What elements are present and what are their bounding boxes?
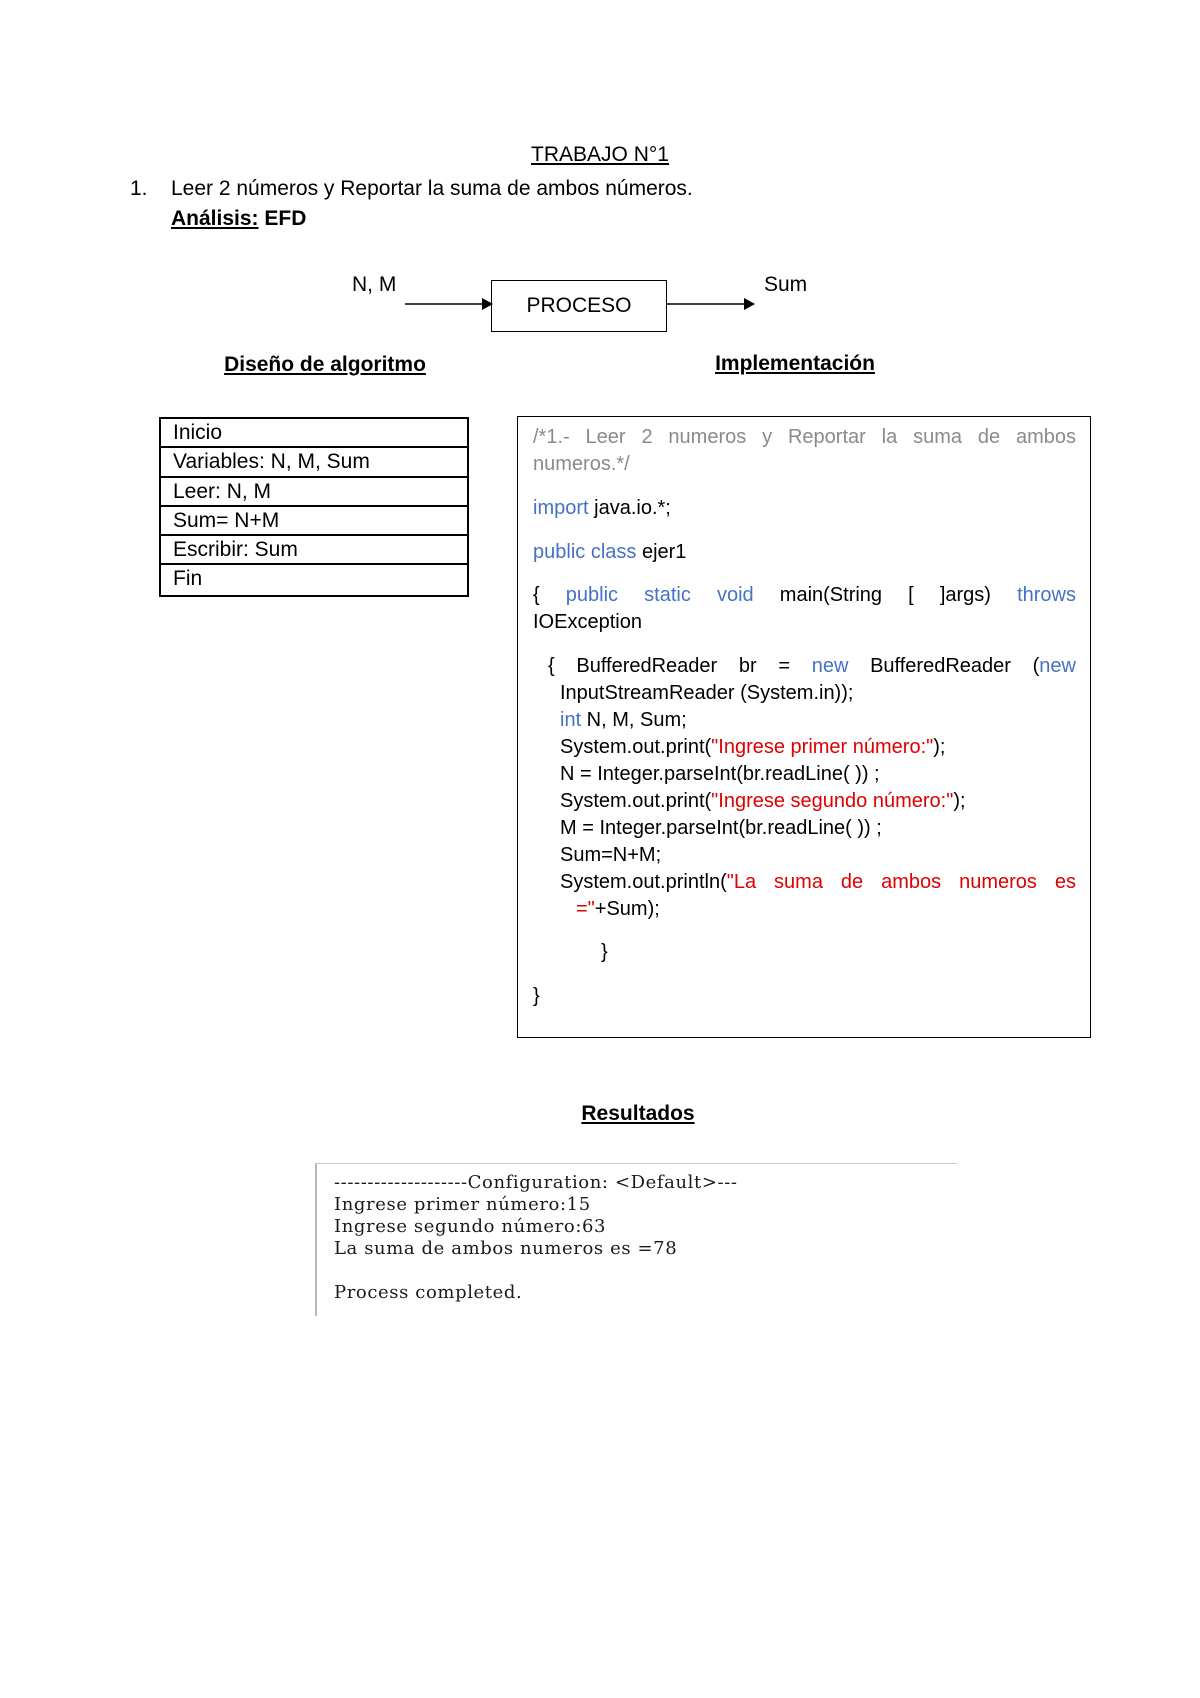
keyword: throws	[1017, 584, 1076, 606]
analysis-value: EFD	[264, 207, 307, 230]
code-br-line	[548, 653, 1076, 679]
efd-output-label: Sum	[764, 273, 808, 296]
code-text: N, M, Sum;	[581, 709, 687, 731]
keyword: new	[811, 655, 849, 677]
code-print-line	[560, 734, 945, 760]
string-literal: "La	[726, 871, 757, 893]
code-text: System.out.print(	[560, 790, 712, 812]
code-text: );	[933, 736, 946, 758]
string-literal: ="	[576, 898, 595, 920]
code-text: BufferedReader	[576, 655, 718, 677]
code-text-line: InputStreamReader (System.in));	[560, 682, 854, 704]
code-text: );	[953, 790, 966, 812]
code-text: main(String	[779, 584, 883, 606]
algorithm-step: Escribir: Sum	[161, 536, 467, 565]
question-number: 1.	[130, 177, 148, 200]
code-comment-line: /*1.- Leer 2 numeros y Reportar la suma de ambos	[533, 426, 1076, 448]
algorithm-step: Fin	[173, 567, 203, 591]
console-line: Ingrese primer número:15	[334, 1194, 591, 1215]
efd-process-label: PROCESO	[526, 294, 632, 317]
design-heading: Diseño de algoritmo	[224, 353, 426, 376]
code-print-line	[560, 788, 966, 814]
implementation-heading: Implementación	[715, 352, 875, 375]
code-text-line: IOException	[533, 611, 642, 633]
code-text: System.out.print(	[560, 736, 712, 758]
code-box	[517, 416, 1091, 1038]
document-title: TRABAJO N°1	[531, 143, 669, 166]
string-literal: numeros	[959, 871, 1037, 893]
console-line: La suma de ambos numeros es =78	[334, 1238, 678, 1259]
code-text: ]args)	[939, 584, 991, 606]
analysis-label: Análisis:	[171, 207, 259, 230]
keyword: public	[565, 584, 619, 606]
code-text: java.io.*;	[588, 497, 671, 519]
code-main-line	[533, 582, 1076, 608]
keyword: int	[560, 709, 582, 731]
algorithm-step: Variables: N, M, Sum	[161, 448, 467, 477]
code-text: =	[778, 655, 791, 677]
string-literal: suma	[774, 871, 823, 893]
results-heading: Resultados	[581, 1102, 695, 1125]
string-literal: de	[840, 871, 864, 893]
efd-input-label: N, M	[352, 273, 397, 296]
code-text-line: Sum=N+M;	[560, 844, 662, 866]
question-text: Leer 2 números y Reportar la suma de ambos números.	[171, 177, 693, 200]
keyword: public class	[533, 541, 637, 563]
keyword: import	[533, 497, 589, 519]
code-text: [	[908, 584, 914, 606]
keyword: static	[644, 584, 691, 606]
code-println-line	[560, 869, 1076, 895]
code-comment-line: numeros.*/	[533, 453, 630, 475]
efd-output-arrow	[667, 298, 755, 310]
efd-arrows	[0, 0, 1200, 400]
code-int-line	[560, 707, 687, 733]
algorithm-step: Inicio	[161, 419, 467, 448]
console-header: --------------------Configuration: <Default>---	[334, 1172, 738, 1193]
code-text-line: M = Integer.parseInt(br.readLine( )) ;	[560, 817, 882, 839]
efd-input-arrow	[405, 298, 493, 310]
code-text: (	[1032, 655, 1040, 677]
string-literal: ambos	[881, 871, 942, 893]
keyword: new	[1039, 655, 1076, 677]
code-text: +Sum);	[594, 898, 660, 920]
keyword: void	[716, 584, 754, 606]
string-literal: "Ingrese primer número:"	[711, 736, 934, 758]
algorithm-table	[159, 417, 469, 597]
code-text: br	[738, 655, 757, 677]
code-println-cont-line	[576, 896, 660, 922]
code-close-brace: }	[601, 941, 608, 963]
code-text: System.out.println(	[560, 871, 727, 893]
console-output	[315, 1163, 957, 1316]
code-import-line	[533, 495, 671, 521]
code-text: {	[533, 584, 540, 606]
code-text: ejer1	[636, 541, 687, 563]
string-literal: "Ingrese segundo número:"	[711, 790, 954, 812]
code-text-line: N = Integer.parseInt(br.readLine( )) ;	[560, 763, 880, 785]
algorithm-step: Leer: N, M	[161, 478, 467, 507]
code-close-brace: }	[533, 985, 540, 1007]
code-text: {	[548, 655, 555, 677]
string-literal: es	[1054, 871, 1076, 893]
code-class-line	[533, 539, 686, 565]
console-line: Ingrese segundo número:63	[334, 1216, 607, 1237]
code-text: BufferedReader	[870, 655, 1011, 677]
algorithm-step: Sum= N+M	[161, 507, 467, 536]
console-line: Process completed.	[334, 1282, 523, 1303]
